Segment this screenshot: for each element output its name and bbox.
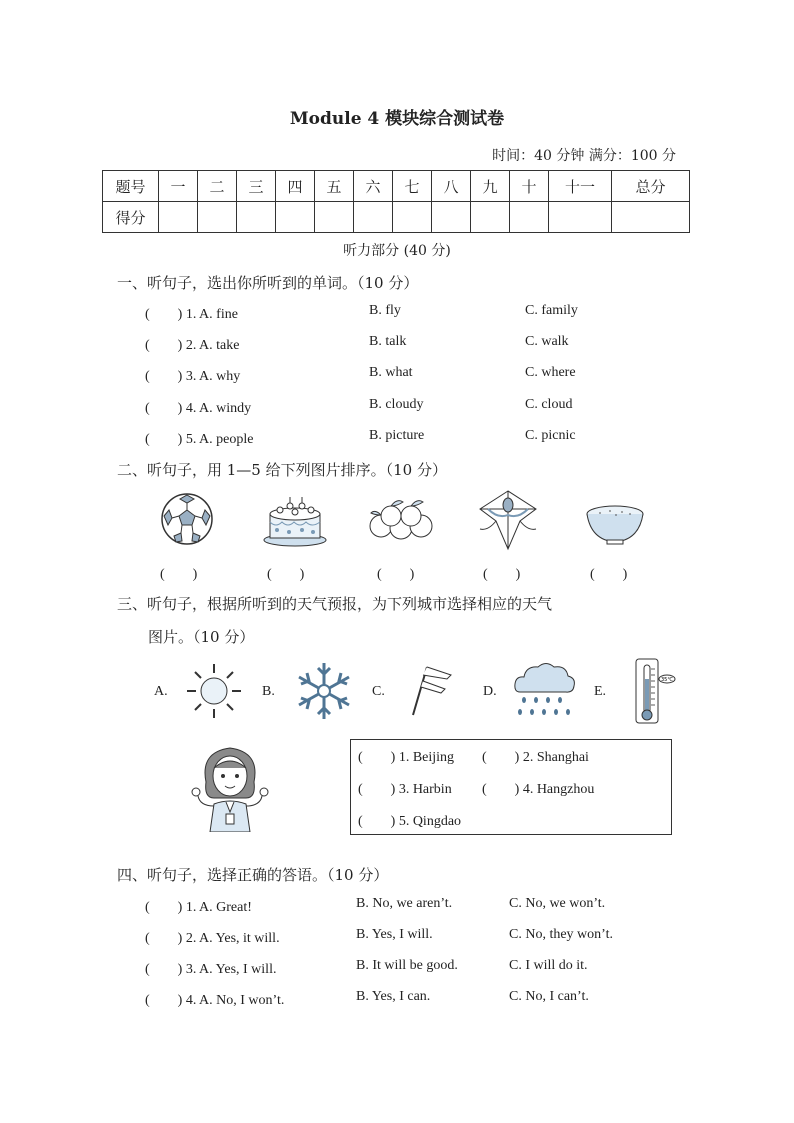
- wind-icon: [405, 663, 455, 719]
- s4-q2-b: B. Yes, I will.: [356, 927, 433, 942]
- city-harbin: ( ) 3. Harbin: [358, 782, 452, 797]
- score-table: [102, 170, 690, 233]
- s4-q3-c: C. I will do it.: [509, 958, 588, 973]
- s1-q3-b: B. what: [369, 365, 413, 380]
- bowl-icon: [585, 500, 645, 546]
- s1-q4-c: C. cloud: [525, 397, 573, 412]
- cake-icon: [262, 492, 328, 548]
- option-e-letter: E.: [594, 684, 607, 699]
- s4-q2-a: ( ) 2. A. Yes, it will.: [145, 931, 280, 946]
- score-input-cell[interactable]: [612, 202, 690, 233]
- s1-q1-c: C. family: [525, 303, 578, 318]
- table-cell: 总分: [612, 171, 690, 202]
- s4-q4-b: B. Yes, I can.: [356, 989, 431, 1004]
- table-cell: 二: [198, 171, 237, 202]
- s1-q2-b: B. talk: [369, 334, 407, 349]
- s1-q1-b: B. fly: [369, 303, 401, 318]
- score-input-cell[interactable]: [237, 202, 276, 233]
- table-cell: 十一: [549, 171, 612, 202]
- football-icon: [160, 492, 214, 546]
- s2-blank-1[interactable]: ( ): [160, 567, 198, 582]
- s4-q4-a: ( ) 4. A. No, I won’t.: [145, 993, 285, 1008]
- score-input-cell[interactable]: [432, 202, 471, 233]
- rain-cloud-icon: [512, 660, 578, 720]
- section1-title: 一、听句子，选出你所听到的单词。（10 分）: [117, 274, 419, 292]
- score-input-cell[interactable]: [393, 202, 432, 233]
- score-input-cell[interactable]: [315, 202, 354, 233]
- table-cell: 四: [276, 171, 315, 202]
- sun-icon: [184, 662, 244, 720]
- table-cell: 得分: [103, 202, 159, 233]
- table-cell: 五: [315, 171, 354, 202]
- option-a-letter: A.: [154, 684, 168, 699]
- city-beijing: ( ) 1. Beijing: [358, 750, 455, 765]
- s4-q1-c: C. No, we won’t.: [509, 896, 606, 911]
- city-shanghai: ( ) 2. Shanghai: [482, 750, 589, 765]
- thermo-label: 35℃: [661, 677, 673, 683]
- s2-blank-4[interactable]: ( ): [483, 567, 521, 582]
- thermometer-icon: [632, 657, 676, 725]
- table-cell: 七: [393, 171, 432, 202]
- score-input-cell[interactable]: [549, 202, 612, 233]
- table-cell: 九: [471, 171, 510, 202]
- table-cell: 八: [432, 171, 471, 202]
- s4-q4-c: C. No, I can’t.: [509, 989, 589, 1004]
- score-input-cell[interactable]: [159, 202, 198, 233]
- score-input-cell[interactable]: [276, 202, 315, 233]
- s4-q1-a: ( ) 1. A. Great!: [145, 900, 252, 915]
- s4-q1-b: B. No, we aren’t.: [356, 896, 453, 911]
- table-cell: 题号: [103, 171, 159, 202]
- score-input-cell[interactable]: [354, 202, 393, 233]
- section3-title: 三、听句子，根据所听到的天气预报，为下列城市选择相应的天气: [117, 595, 553, 613]
- score-input-cell[interactable]: [471, 202, 510, 233]
- s2-blank-2[interactable]: ( ): [267, 567, 305, 582]
- reporter-illustration: [190, 742, 270, 832]
- s2-blank-3[interactable]: ( ): [377, 567, 415, 582]
- section4-title: 四、听句子，选择正确的答语。（10 分）: [117, 866, 389, 884]
- s1-q3-a: ( ) 3. A. why: [145, 369, 241, 384]
- section2-title: 二、听句子，用 1—5 给下列图片排序。（10 分）: [117, 461, 447, 479]
- page-title: Module 4 模块综合测试卷: [289, 109, 505, 129]
- option-d-letter: D.: [483, 684, 497, 699]
- s1-q2-c: C. walk: [525, 334, 569, 349]
- option-b-letter: B.: [262, 684, 275, 699]
- score-input-cell[interactable]: [510, 202, 549, 233]
- city-hangzhou: ( ) 4. Hangzhou: [482, 782, 595, 797]
- part-title: 听力部分 (40 分): [343, 243, 451, 259]
- kite-icon: [476, 487, 540, 553]
- city-qingdao: ( ) 5. Qingdao: [358, 814, 462, 829]
- s4-q3-b: B. It will be good.: [356, 958, 458, 973]
- oranges-icon: [367, 496, 435, 542]
- s1-q4-a: ( ) 4. A. windy: [145, 401, 252, 416]
- option-c-letter: C.: [372, 684, 385, 699]
- score-input-cell[interactable]: [198, 202, 237, 233]
- s1-q5-a: ( ) 5. A. people: [145, 432, 254, 447]
- s2-blank-5[interactable]: ( ): [590, 567, 628, 582]
- time-info: 时间：40 分钟 满分：100 分: [492, 148, 676, 164]
- section3-title-line2: 图片。（10 分）: [148, 628, 255, 646]
- snowflake-icon: [292, 660, 356, 722]
- table-cell: 一: [159, 171, 198, 202]
- score-header-row: [103, 171, 690, 202]
- s4-q2-c: C. No, they won’t.: [509, 927, 613, 942]
- s1-q5-c: C. picnic: [525, 428, 576, 443]
- s1-q1-a: ( ) 1. A. fine: [145, 307, 238, 322]
- s1-q5-b: B. picture: [369, 428, 425, 443]
- table-cell: 三: [237, 171, 276, 202]
- s1-q4-b: B. cloudy: [369, 397, 424, 412]
- table-cell: 六: [354, 171, 393, 202]
- s4-q3-a: ( ) 3. A. Yes, I will.: [145, 962, 277, 977]
- score-value-row: [103, 202, 690, 233]
- table-cell: 十: [510, 171, 549, 202]
- s1-q2-a: ( ) 2. A. take: [145, 338, 240, 353]
- s1-q3-c: C. where: [525, 365, 576, 380]
